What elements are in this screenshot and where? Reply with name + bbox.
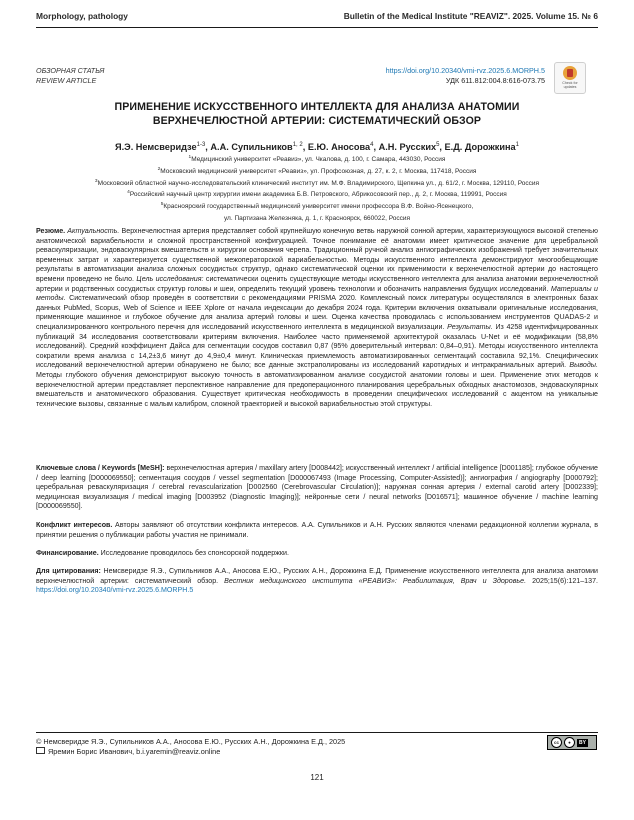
- results-text: Из 4258 идентифицированных публикаций 34 исследования соответствовали критериям включения. Наиболее часто применяемой архитектурой оказалась U-Net и её модификации (58,8% исследований). Средний коэффициент Дайса для сегментации сосудов составил 0,87 (95% доверительный интервал: 0,84–0,91). Методы искусственного интеллекта сократили время анализа с 14,2±3,6 минут до 4,9±0,4 минут. Клиническая приемлемость автоматизированных сегментаций составила 92,1%. Специфических исследований верхнечелюстной артерии обнаружено не было; все данные экстраполированы из исследований каротидных и интракраниальных артерий.: [36, 322, 598, 370]
- doi-link[interactable]: https://doi.org/10.20340/vmi-rvz.2025.6.MORPH.5: [385, 66, 545, 75]
- affiliation: $^1$Медицинский университет «Реавиз», ул. Чкалова, д. 100, г. Самара, 443030, Россия: [188, 155, 446, 164]
- cc-by-label: BY: [579, 739, 586, 746]
- affiliations: [36, 153, 598, 224]
- methods-text: Систематический обзор проведён в соответствии с рекомендациями PRISMA 2020. Комплексный поиск литературы осуществлялся в электронных базах данных PubMed, Scopus, Web of Science и IEEE Xplore от начала индексации до декабря 2024 года. Критерии включения охватывали оригинальные исследования, применяющие машинное и глубокое обучение для анализа артерий головы и шеи. Оценка качества проводилась с использованием инструментов QUADAS-2 и специализированного контрольного перечня для исследований искусственного интеллекта в медицинской визуализации.: [36, 294, 598, 331]
- copyright-notice: © Немсверидзе Я.Э., Супильников А.А., Аносова Е.Ю., Русских А.Н., Дорожкина Е.Д., 2025: [36, 737, 346, 746]
- funding-text: Исследование проводилось без спонсорской поддержки.: [100, 549, 289, 557]
- actuality-label: Актуальность.: [67, 227, 120, 235]
- conflict-label: Конфликт интересов.: [36, 521, 113, 529]
- conclusions-text: Методы глубокого обучения демонстрируют высокую точность в автоматизированном анализе сосудистой анатомии головы и шеи. Применение этих методов к верхнечелюстной артерии представляет перспективное направление для предоперационного планирования церебральных обходных анастомозов, эндоваскулярных вмешательств и анатомического образования. Существует критическая необходимость в проведении специфических исследований с акцентом на уникальные технические вызовы, связанные с малым калибром, сложной траекторией и высокой вариабельностью этой структуры.: [36, 370, 598, 408]
- attribution-icon: ●: [564, 737, 575, 748]
- affiliation: ул. Партизана Железняка, д. 1, г. Красноярск, 660022, Россия: [223, 214, 411, 222]
- citation-text: Немсверидзе Я.Э., Супильников А.А., Аносова Е.Ю., Русских А.Н., Дорожкина Е.Д. Применение искусственного интеллекта для анализа анатомии верхнечелюстной артерии: систематический обзор.: [36, 567, 598, 585]
- citation-label: Для цитирования:: [36, 567, 101, 575]
- conflict-of-interest: [36, 521, 598, 540]
- affiliation: $^2$Московский медицинский университет «Реавиз», ул. Профсоюзная, д. 27, к. 2, г. Москва, 117418, Россия: [157, 166, 477, 175]
- article-type: [36, 66, 104, 86]
- check-updates-line2: updates: [563, 85, 577, 89]
- contact-email[interactable]: Яремин Борис Иванович, b.i.yaremin@reaviz.online: [48, 747, 221, 756]
- article-identifiers: [386, 66, 545, 86]
- citation-journal: Вестник медицинского института «РЕАВИЗ»: Реабилитация, Врач и Здоровье.: [224, 576, 527, 585]
- check-updates-line1: Check for: [562, 81, 578, 85]
- contact-line: [36, 747, 345, 757]
- funding-label: Финансирование.: [36, 549, 99, 557]
- abstract-label: Резюме.: [36, 227, 66, 235]
- footer-info: [36, 737, 345, 757]
- title-line-2: ВЕРХНЕЧЕЛЮСТНОЙ АРТЕРИИ: СИСТЕМАТИЧЕСКИЙ ОБЗОР: [152, 115, 482, 127]
- article-title: [60, 100, 574, 128]
- aim-text: систематически оценить существующие методы искусственного интеллекта для анализа анатомии верхнечелюстной артерии и родственных сосудистых структур головы и шеи, определить текущий уровень технологии и обозначить направления будущих исследований.: [36, 274, 598, 293]
- mail-icon: [36, 747, 45, 754]
- keywords-text: верхнечелюстная артерия / maxillary artery [D008442]; искусственный интеллект / artificial intelligence [D001185]; глубокое обучение / deep learning [D000069550]; сегментация сосудов / vessel segmentation [D000067493 (Image Processing, Computer-Assisted)]; ангиография / angiography [D000792]; церебральная реваскуляризация / cerebral revascularization [D002560 (Cerebrovascular Circulation)]; наружная сонная артерия / external carotid artery [D002339]; медицинская визуализация / medical imaging [D003952 (Diagnostic Imaging)]; нейронные сети / neural networks [D016571]; машинное обучение / machine learning [D000069550].: [36, 464, 598, 511]
- bookmark-icon: [563, 66, 577, 80]
- funding: [36, 549, 598, 559]
- affiliation: $^3$Московский областной научно-исследовательский клинический институт им. М.Ф. Владимирского, Щепкина ул., д. 61/2, г. Москва, 129110, Россия: [94, 178, 540, 187]
- footer-divider: [36, 732, 598, 733]
- running-header: [36, 11, 598, 33]
- methods-label: Материалы и методы.: [36, 284, 598, 303]
- header-divider: [36, 27, 598, 28]
- author-list: [36, 139, 598, 153]
- author: Е.Д. Дорожкина$^1$: [444, 142, 519, 153]
- actuality-text: Верхнечелюстная артерия представляет собой крупнейшую конечную ветвь наружной сонной артерии, характеризующуюся высокой степенью анатомической вариабельности и сложной пространственной конфигурацией. Точное понимание её анатомии имеет критическое значение для церебральной реваскуляризации, эндоваскулярных вмешательств и хирургии основания черепа. Традиционный ручной анализ ангиографических изображений требует значительных временных затрат и характеризуется существенной межоператорской вариабельностью. Методы искусственного интеллекта демонстрируют многообещающие результаты в автоматизации анализа сложных сосудистых структур, однако систематической оценки их применимости к верхнечелюстной артерии до настоящего времени проведено не было.: [36, 227, 598, 283]
- title-line-1: ПРИМЕНЕНИЕ ИСКУССТВЕННОГО ИНТЕЛЛЕКТА ДЛЯ АНАЛИЗА АНАТОМИИ: [114, 101, 520, 113]
- author: Е.Ю. Аносова$^4$,: [307, 142, 379, 153]
- affiliation: $^5$Красноярский государственный медицинский университет имени профессора В.Ф. Войно-Ясенецкого,: [160, 202, 474, 211]
- results-label: Результаты.: [447, 322, 493, 331]
- keywords: [36, 464, 598, 512]
- udc-code: УДК 611.812:004.8:616-073.75: [445, 76, 545, 85]
- article-type-ru: ОБЗОРНАЯ СТАТЬЯ: [36, 66, 105, 75]
- aim-label: Цель исследования:: [136, 274, 204, 283]
- conclusions-label: Выводы.: [569, 361, 598, 370]
- author: Я.Э. Немсверидзе$^{1-3}$,: [115, 142, 211, 153]
- affiliation: $^4$Российский научный центр хирургии имени академика Б.В. Петровского, Абрикосовский пер., д. 2, г. Москва, 119991, Россия: [127, 190, 507, 199]
- citation: [36, 567, 598, 596]
- page-number: 121: [310, 773, 324, 782]
- author: А.Н. Русских$^5$,: [378, 142, 445, 153]
- header-journal: Bulletin of the Medical Institute "REAVIZ". 2025. Volume 15. № 6: [343, 11, 598, 21]
- header-section: Morphology, pathology: [36, 11, 128, 21]
- cc-license-badge[interactable]: [547, 735, 597, 750]
- conflict-text: Авторы заявляют об отсутствии конфликта интересов. А.А. Супильников и А.Н. Русских являются членами редакционной коллегии журнала, в принятии решения о публикации работы участия не принимали.: [36, 521, 598, 539]
- keywords-label: Ключевые слова / Keywords [MeSH]:: [36, 464, 165, 472]
- check-for-updates-button[interactable]: [554, 62, 586, 94]
- abstract: [36, 227, 598, 409]
- article-type-en: REVIEW ARTICLE: [36, 76, 97, 85]
- citation-details: 2025;15(6):121–137.: [532, 576, 598, 585]
- author: А.А. Супильников$^{1, 2}$,: [210, 142, 308, 153]
- citation-doi-link[interactable]: https://doi.org/10.20340/vmi-rvz.2025.6.MORPH.5: [36, 586, 194, 595]
- cc-icon: cc: [551, 737, 562, 748]
